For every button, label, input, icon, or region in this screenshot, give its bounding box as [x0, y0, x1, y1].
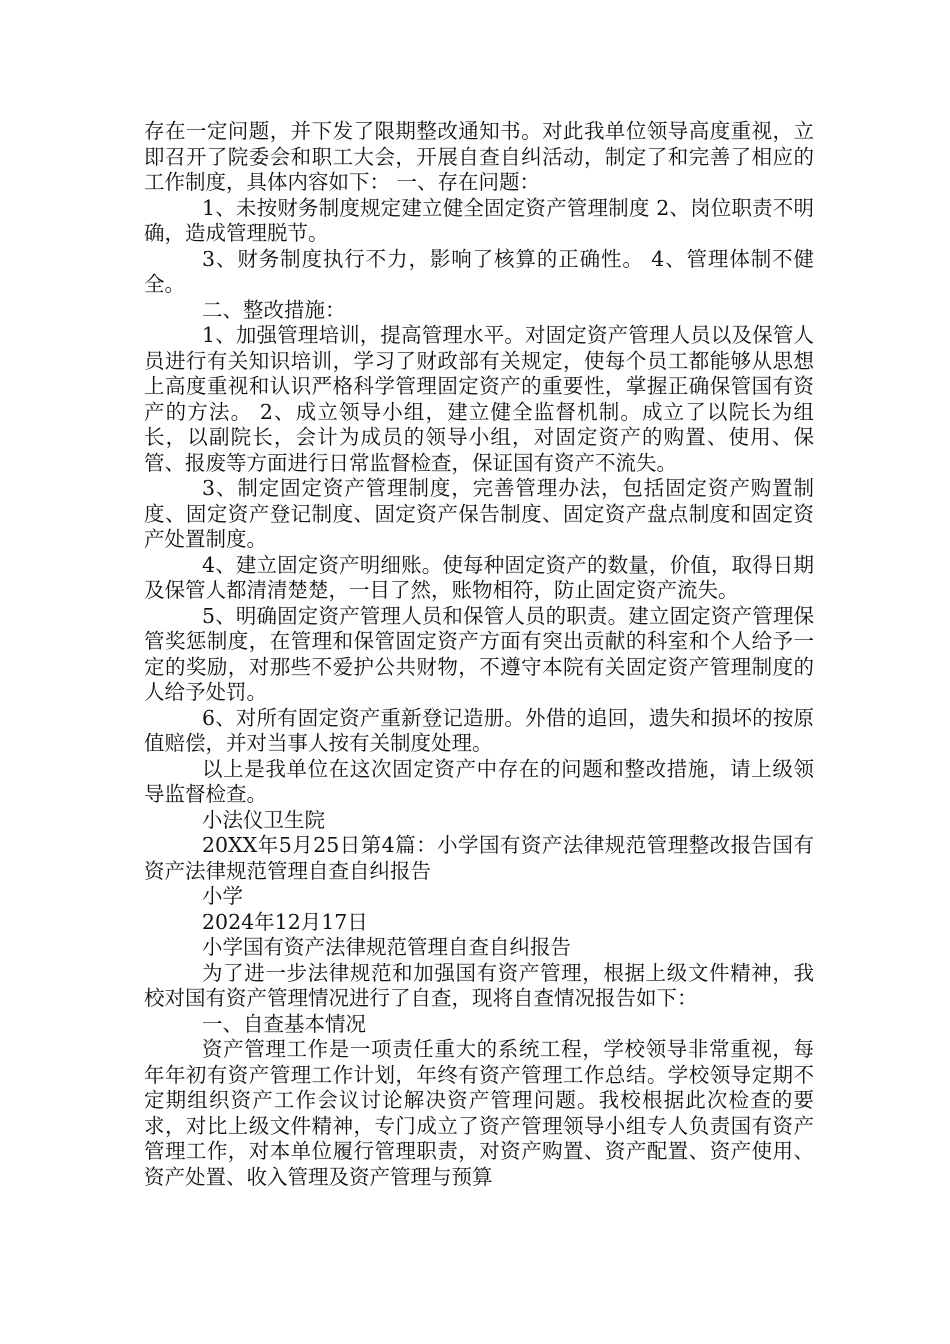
- paragraph: 5、明确固定资产管理人员和保管人员的职责。建立固定资产管理保管奖惩制度，在管理和保管固定资产方面有突出贡献的科室和个人给予一定的奖励，对那些不爱护公共财物，不遵守本院有关固定资产管理制度的人给予处罚。: [144, 603, 814, 704]
- report-title: 小学国有资产法律规范管理自查自纠报告: [202, 935, 571, 959]
- paragraph: 为了进一步法律规范和加强国有资产管理，根据上级文件精神，我校对国有资产管理情况进行了自查，现将自查情况报告如下：: [144, 960, 814, 1010]
- section-heading: 二、整改措施：: [202, 297, 346, 322]
- paragraph: 4、建立固定资产明细账。使每种固定资产的数量，价值，取得日期及保管人都清清楚楚，一目了然，账物相符，防止固定资产流失。: [144, 552, 814, 602]
- paragraph: 6、对所有固定资产重新登记造册。外借的追回，遗失和损坏的按原值赔偿，并对当事人按有关制度处理。: [144, 705, 814, 755]
- paragraph: 3、制定固定资产管理制度，完善管理办法，包括固定资产购置制度、固定资产登记制度、固定资产保告制度、固定资产盘点制度和固定资产处置制度。: [144, 476, 814, 551]
- signature-org: 小法仪卫生院: [202, 807, 325, 832]
- paragraph: 20XX年5月25日第4篇：小学国有资产法律规范管理整改报告国有资产法律规范管理自查自纠报告: [144, 833, 814, 883]
- paragraph: 1、未按财务制度规定建立健全固定资产管理制度 2、岗位职责不明确，造成管理脱节。: [144, 195, 814, 245]
- paragraph: 以上是我单位在这次固定资产中存在的问题和整改措施，请上级领导监督检查。: [144, 756, 814, 806]
- paragraph: 资产管理工作是一项责任重大的系统工程，学校领导非常重视，每年年初有资产管理工作计划，年终有资产管理工作总结。学校领导定期不定期组织资产工作会议讨论解决资产管理问题。我校根据此次检查的要求，对比上级文件精神，专门成立了资产管理领导小组专人负责国有资产管理工作，对本单位履行管理职责，对资产购置、资产配置、资产使用、资产处置、收入管理及资产管理与预算: [144, 1037, 814, 1189]
- paragraph: 3、财务制度执行不力，影响了核算的正确性。 4、管理体制不健全。: [144, 246, 814, 296]
- paragraph: 1、加强管理培训，提高管理水平。对固定资产管理人员以及保管人员进行有关知识培训，学习了财政部有关规定，使每个员工都能够从思想上高度重视和认识严格科学管理固定资产的重要性，掌握正确保管国有资产的方法。 2、成立领导小组，建立健全监督机制。成立了以院长为组长，以副院长，会计为成员的领导小组，对固定资产的购置、使用、保管、报废等方面进行日常监督检查，保证国有资产不流失。: [144, 323, 814, 475]
- report-date: 2024年12月17日: [202, 909, 368, 934]
- document-body: [144, 119, 814, 1190]
- school-name: 小学: [202, 884, 243, 908]
- paragraph: 存在一定问题，并下发了限期整改通知书。对此我单位领导高度重视，立即召开了院委会和职工大会，开展自查自纠活动，制定了和完善了相应的工作制度，具体内容如下： 一、存在问题：: [144, 119, 814, 194]
- section-heading: 一、自查基本情况: [202, 1011, 366, 1036]
